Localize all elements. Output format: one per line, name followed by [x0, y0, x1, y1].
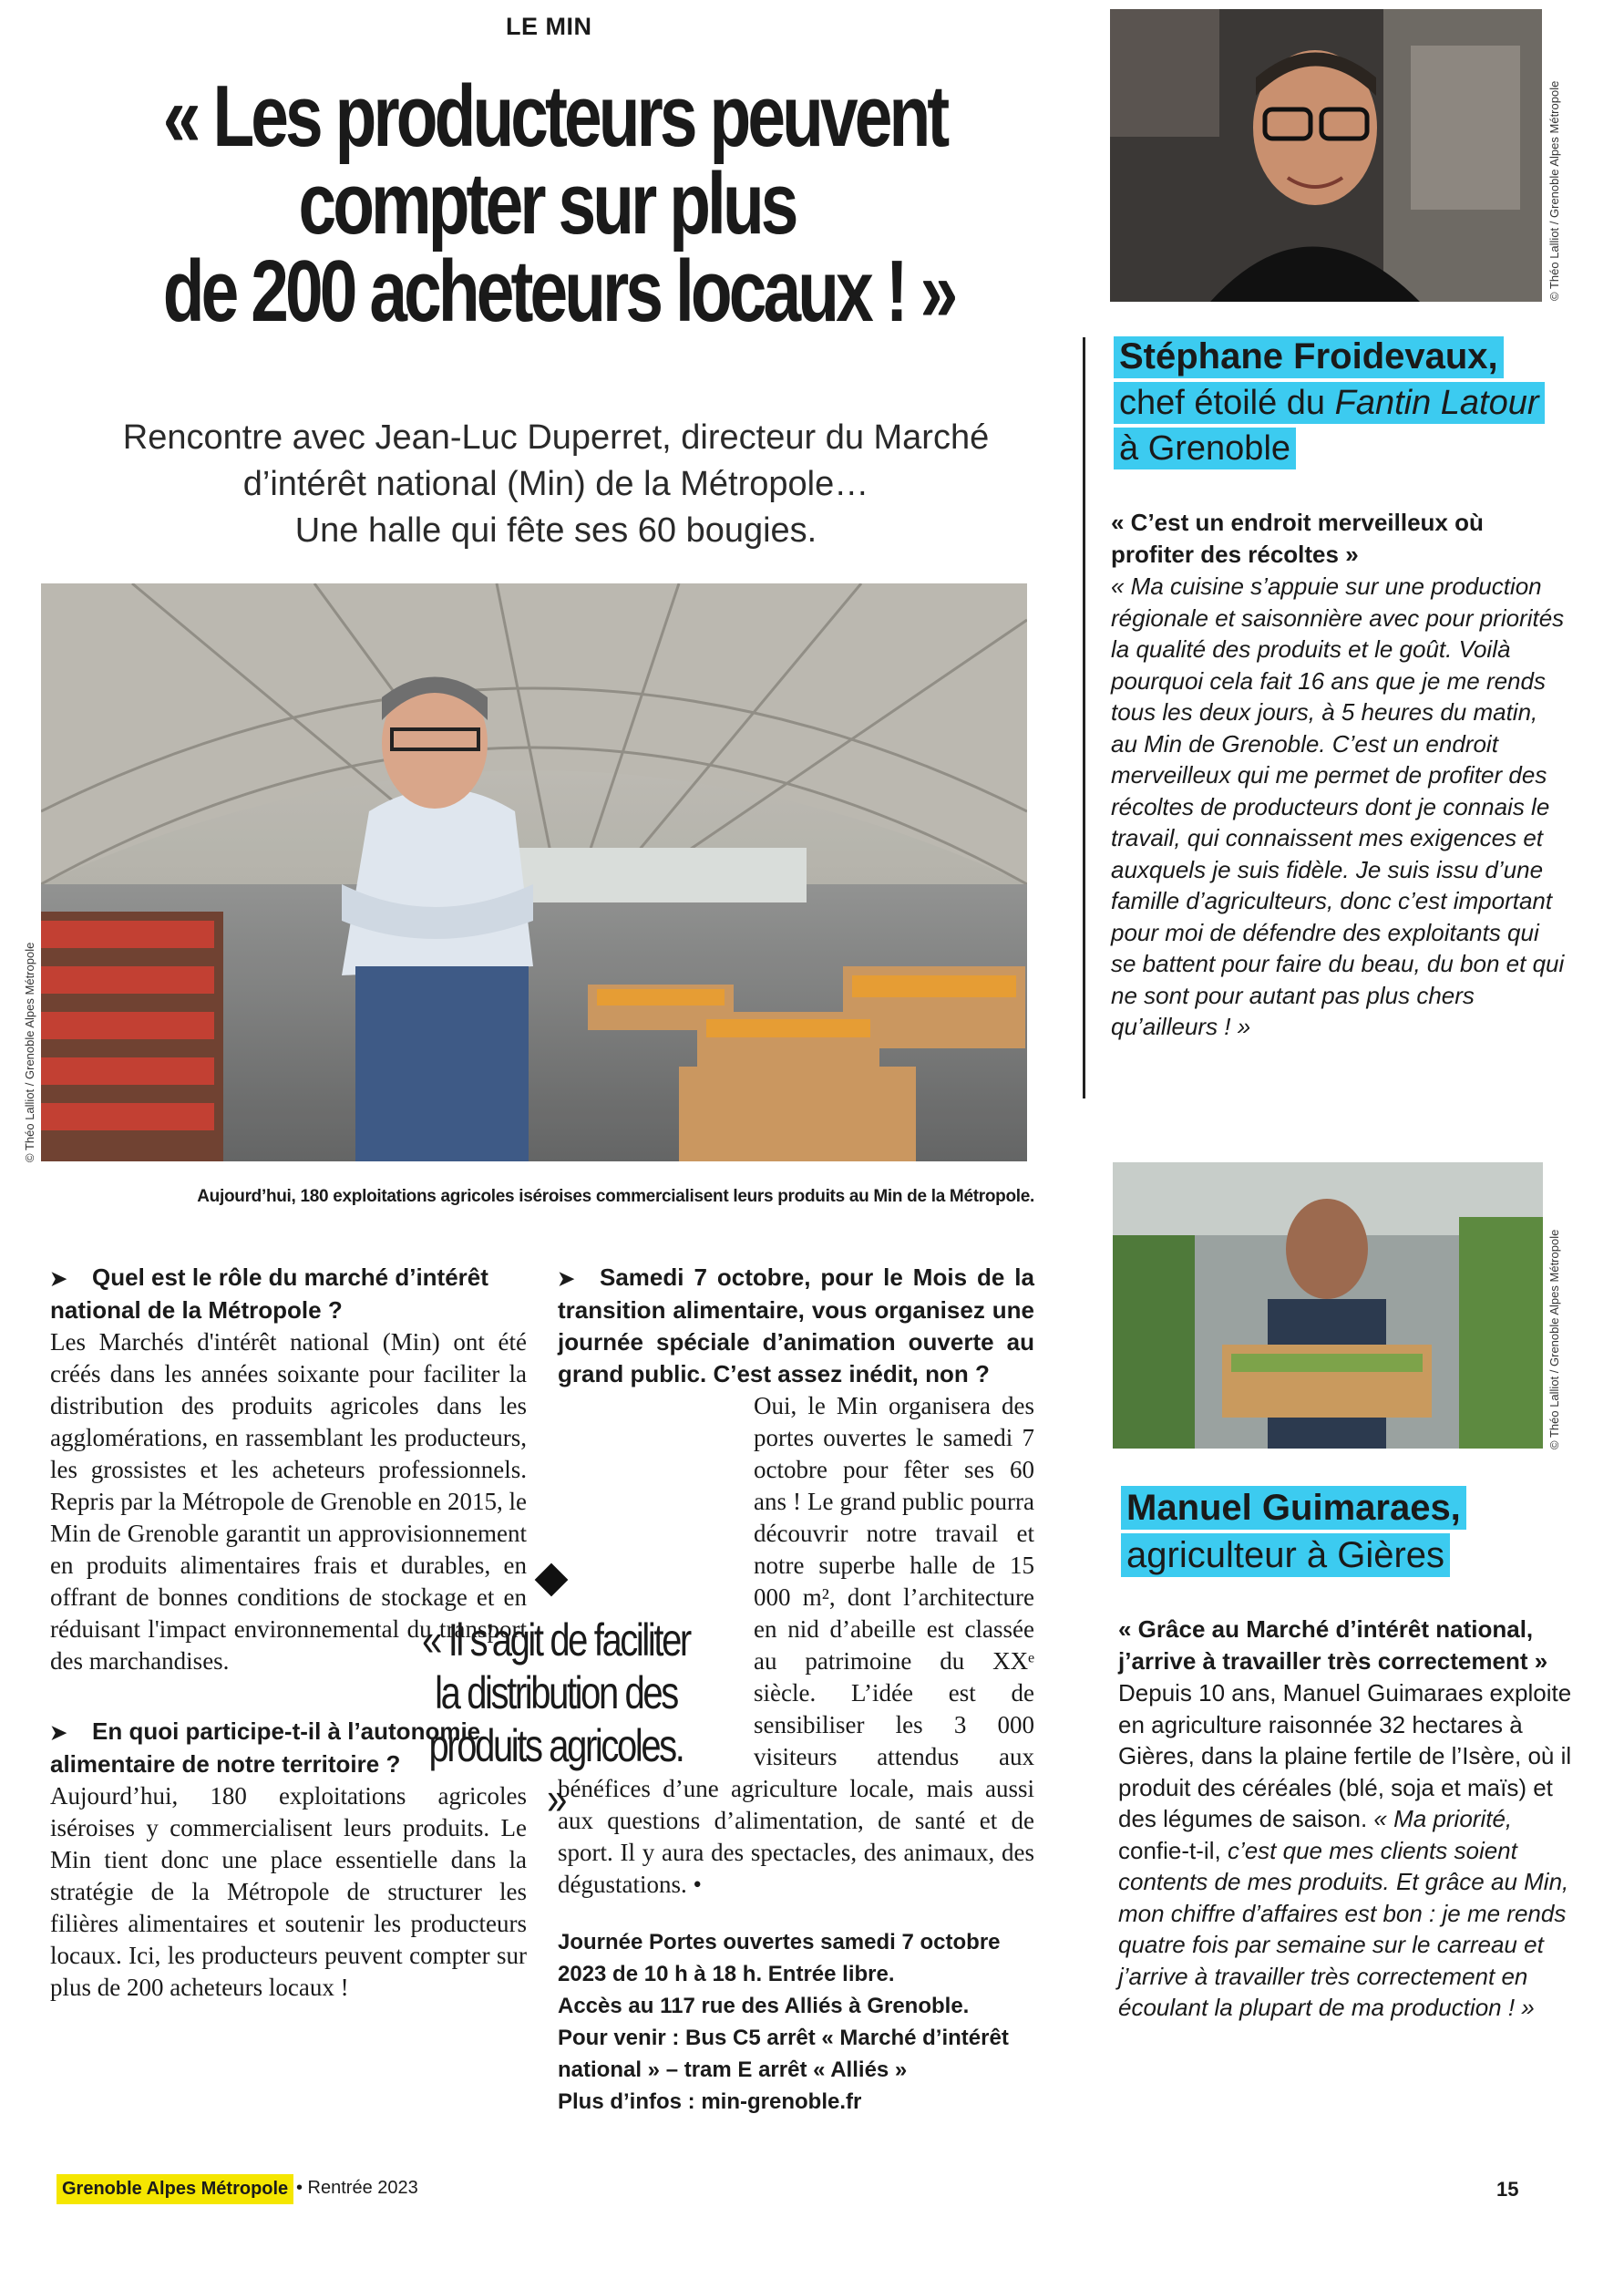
standfirst-line: Une halle qui fête ses 60 bougies.: [294, 511, 817, 550]
photo-caption: Aujourd’hui, 180 exploitations agricoles iséroises commercialisent leurs produits au Min de la Métropole.: [197, 1187, 1034, 1206]
footer-issue: • Rentrée 2023: [296, 2178, 418, 2198]
market-hall-illustration: [41, 583, 1027, 1161]
testimonial-2: [1118, 1614, 1574, 2024]
arrow-icon: ➤: [50, 1267, 67, 1290]
question: ➤ Samedi 7 octobre, pour le Mois de la transition alimentaire, vous organisez une journée spéciale d’animation ouverte au grand public. C’est assez inédit, non ?: [558, 1263, 1034, 1387]
answer: Aujourd’hui, 180 exploitations agricoles iséroises y commercialisent leurs produits. Le Min tient donc une place essentielle dans la stratégie de la Métropole de structurer les filières alimentaires et soutenir les producteurs locaux. Ici, les producteurs peuvent compter sur plus de 200 acheteurs locaux !: [50, 1782, 527, 2001]
photo-credit: © Théo Lalliot / Grenoble Alpes Métropole: [1547, 1229, 1561, 1449]
testimonial-quote: « Ma priorité,: [1373, 1805, 1513, 1832]
footer-brand: Grenoble Alpes Métropole: [57, 2174, 293, 2204]
testimonial-quote: c’est que mes clients soient contents de mes produits. Et grâce au Min, mon chiffre d’affaires est bon : je me rends quatre fois par semaine sur le carreau et j’arrive à travailler très correctement en écoulant la plupart de ma production ! »: [1118, 1836, 1569, 2021]
question: ➤ En quoi participe-t-il à l’autonomie alimentaire de notre territoire ?: [50, 1717, 481, 1778]
photo-credit: © Théo Lalliot / Grenoble Alpes Métropole: [23, 942, 36, 1162]
arrow-icon: ➤: [558, 1267, 575, 1290]
standfirst-line: d’intérêt national (Min) de la Métropole…: [242, 465, 869, 503]
interviewee-location: à Grenoble: [1114, 428, 1296, 469]
practical-line: Pour venir : Bus C5 arrêt « Marché d’intérêt national » – tram E arrêt « Alliés »: [558, 2026, 1009, 2082]
testimonial-text: [1118, 1677, 1574, 2024]
practical-line: Journée Portes ouvertes samedi 7 octobre 2023 de 10 h à 18 h. Entrée libre.: [558, 1930, 1001, 1986]
headline-line: compter sur plus: [298, 155, 796, 253]
photo-credit: © Théo Lalliot / Grenoble Alpes Métropole: [1547, 80, 1561, 301]
answer: Les Marchés d'intérêt national (Min) ont été créés dans les années soixante pour faciliter la distribution des produits agricoles dans les agglomérations, en rassemblant les producteurs, les grossistes et les acheteurs professionnels. Repris par la Métropole de Grenoble en 2015, le Min de Grenoble garantit un approvisionnement en produits alimentaires frais et durables, en offrant de bonnes conditions de stockage et en réduisant l'impact environnemental du transport des marchandises.: [50, 1328, 527, 1675]
interviewee-name-block: [1121, 1484, 1577, 1579]
interviewee-name: Stéphane Froidevaux,: [1119, 336, 1498, 376]
testimonial-intro: Depuis 10 ans, Manuel Guimaraes exploite en agriculture raisonnée 32 hectares à Gières, dans la plaine fertile de l’Isère, où il produit des céréales (blé, soja et maïs) et des légumes de saison.: [1118, 1679, 1572, 1832]
interviewee-name-block: [1114, 334, 1588, 471]
testimonial-attribution: confie-t-il,: [1118, 1836, 1221, 1864]
practical-line: Plus d’infos : min-grenoble.fr: [558, 2089, 862, 2114]
testimonial-text: « Ma cuisine s’appuie sur une production régionale et saisonnière avec pour priorités la qualité des produits et le goût. Voilà pourquoi cela fait 16 ans que je me rends tous les deux jours, à 5 heures du matin, au Min de Grenoble. C’est un endroit merveilleux qui me permet de profiter des récoltes de producteurs dont je connais le travail, qui connaissent mes exigences et auxquels je suis fidèle. Je suis issu d’une famille d’agriculteurs, donc c’est important pour moi de défendre des exploitants qui se battent pour faire du beau, du bon et qui ne sont pour autant pas plus chers qu’ailleurs ! »: [1111, 572, 1565, 1040]
chef-portrait-illustration: [1110, 9, 1542, 302]
farmer-photo: [1113, 1162, 1543, 1449]
practical-info: [558, 1926, 1050, 2118]
chef-photo: [1110, 9, 1542, 302]
main-photo: [41, 583, 1027, 1161]
arrow-icon: ➤: [50, 1721, 67, 1744]
practical-line: Accès au 117 rue des Alliés à Grenoble.: [558, 1994, 970, 2018]
testimonial-1: [1111, 507, 1567, 1043]
question: ➤ Quel est le rôle du marché d’intérêt national de la Métropole ?: [50, 1263, 488, 1324]
interviewee-role: agriculteur à Gières: [1121, 1533, 1450, 1577]
testimonial-title: « C’est un endroit merveilleux où profiter des récoltes »: [1111, 509, 1484, 568]
page-number: 15: [1496, 2178, 1519, 2201]
interviewee-role: chef étoilé du: [1119, 384, 1335, 422]
section-kicker: LE MIN: [506, 13, 592, 40]
standfirst-line: Rencontre avec Jean-Luc Duperret, directeur du Marché: [122, 418, 990, 457]
headline: [162, 67, 955, 340]
pull-quote: « Il s’agit de faciliter la distribution des produits agricoles. »: [422, 1614, 690, 1824]
headline-line: « Les producteurs peuvent: [162, 67, 947, 165]
restaurant-name: Fantin Latour: [1334, 384, 1539, 422]
headline-line: de 200 acheteurs locaux ! »: [162, 242, 955, 340]
sidebar-divider: [1083, 337, 1085, 1098]
standfirst: [36, 415, 1075, 554]
testimonial-title: « Grâce au Marché d’intérêt national, j’arrive à travailler très correctement »: [1118, 1615, 1548, 1675]
answer: Oui, le Min organisera des portes ouvertes le samedi 7 octobre pour fêter ses 60 ans ! Le grand public pourra découvrir notre travail et notre superbe halle de 15 000 m², dont l’architecture en nid d’abeille est classée au patrimoine du XXᵉ siècle. L’idée est de sensibiliser les 3 000 visiteurs attendus aux bénéfices d’une agriculture locale, mais aussi aux questions d’alimentation, de santé et de sport. Il y aura des spectacles, des animaux, des dégustations. •: [558, 1392, 1034, 1898]
farmer-portrait-illustration: [1113, 1162, 1543, 1449]
interviewee-name: Manuel Guimaraes,: [1121, 1486, 1466, 1530]
